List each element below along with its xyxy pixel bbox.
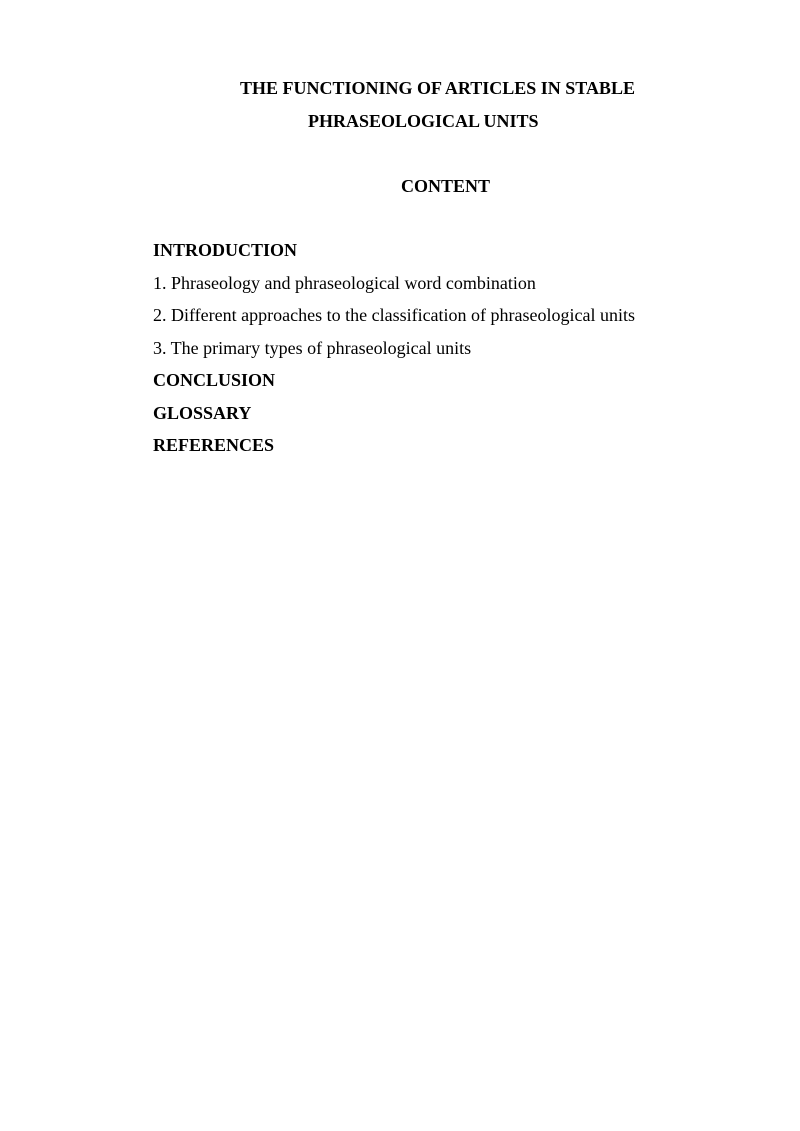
toc-item-references: REFERENCES	[153, 435, 275, 455]
table-of-contents	[153, 239, 635, 467]
toc-item-introduction: INTRODUCTION	[153, 240, 298, 260]
content-heading: CONTENT	[401, 176, 491, 196]
toc-item-chapter-2: 2. Different approaches to the classification of phraseological units	[153, 305, 636, 325]
document-title-line-1: THE FUNCTIONING OF ARTICLES IN STABLE	[240, 78, 635, 98]
document-title-line-2: PHRASEOLOGICAL UNITS	[308, 111, 539, 131]
toc-item-chapter-3: 3. The primary types of phraseological units	[153, 337, 472, 358]
toc-item-glossary: GLOSSARY	[153, 402, 252, 423]
toc-item-conclusion: CONCLUSION	[153, 370, 276, 390]
toc-item-chapter-1: 1. Phraseology and phraseological word combination	[153, 272, 536, 293]
